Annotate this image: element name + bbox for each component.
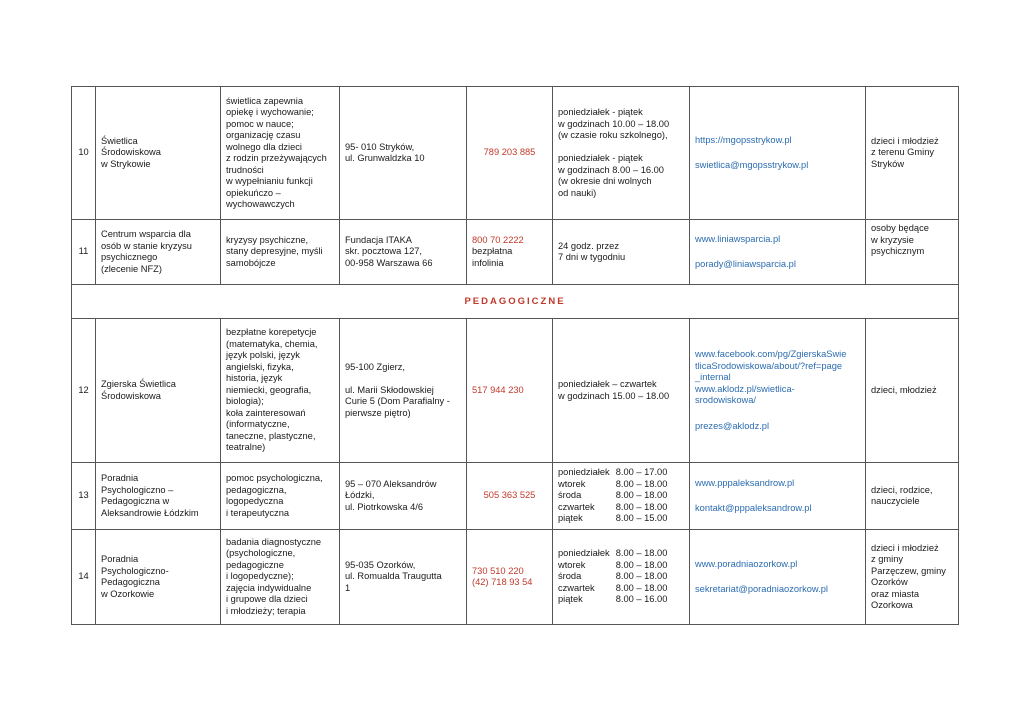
row-number: 11: [72, 220, 96, 285]
address: 95- 010 Stryków, ul. Grunwaldzka 10: [340, 87, 467, 220]
service-scope: badania diagnostyczne (psychologiczne, pedagogiczne i logopedyczne); zajęcia indywidualne i grupowe dla dzieci i młodzieży; terapia: [221, 530, 340, 625]
weekday: piątek: [558, 594, 583, 605]
website-link[interactable]: https://mgopsstrykow.pl: [695, 134, 792, 145]
hours-range: 8.00 – 18.00: [615, 559, 668, 570]
hours-range: 8.00 – 18.00: [615, 478, 668, 489]
email-link[interactable]: prezes@aklodz.pl: [695, 420, 770, 431]
hours-range: 8.00 – 18.00: [615, 571, 668, 582]
opening-hours: [553, 530, 690, 625]
table-row: [72, 220, 959, 285]
target-group: dzieci, młodzież: [866, 319, 959, 463]
target-group: dzieci i młodzież z gminy Parzęczew, gminy Ozorków oraz miasta Ozorkowa: [866, 530, 959, 625]
weekday: poniedziałek: [558, 548, 610, 559]
website-link[interactable]: www.poradniaozorkow.pl: [695, 558, 798, 569]
phone-note: bezpłatna infolinia: [472, 246, 513, 268]
address: 95-035 Ozorków, ul. Romualda Traugutta 1: [340, 530, 467, 625]
weekday: środa: [558, 490, 582, 501]
website-link[interactable]: www.facebook.com/pg/ZgierskaSwie tlicaSrodowiskowa/about/?ref=page _internal www.aklodz.pl/swietlica- srodowiskowa/: [695, 349, 847, 405]
table-row: [72, 530, 959, 625]
phone[interactable]: 730 510 220: [472, 565, 524, 576]
target-group: dzieci i młodzież z terenu Gminy Stryków: [866, 87, 959, 220]
phone[interactable]: 800 70 2222: [472, 234, 524, 245]
weekday: środa: [558, 571, 582, 582]
service-scope: kryzysy psychiczne, stany depresyjne, myśli samobójcze: [221, 220, 340, 285]
opening-hours: 24 godz. przez 7 dni w tygodniu: [553, 220, 690, 285]
contact-cell: [690, 87, 866, 220]
email-link[interactable]: porady@liniawsparcia.pl: [695, 259, 796, 269]
contact-cell: [690, 319, 866, 463]
phone-cell: [467, 220, 553, 285]
row-number: 14: [72, 530, 96, 625]
institution-name: Poradnia Psychologiczno – Pedagogiczna w Aleksandrowie Łódzkim: [96, 463, 221, 530]
hours-list: [558, 467, 684, 525]
address: Fundacja ITAKA skr. pocztowa 127, 00-958 Warszawa 66: [340, 220, 467, 285]
row-number: 13: [72, 463, 96, 530]
hours-range: 8.00 – 16.00: [615, 594, 668, 605]
service-scope: bezpłatne korepetycje (matematyka, chemia, język polski, język angielski, fizyka, historia, język niemiecki, geografia, biologia); koła zainteresowań (informatyczne, taneczne, plastyczne, teatralne): [221, 319, 340, 463]
contact-cell: [690, 530, 866, 625]
contact-cell: [690, 463, 866, 530]
phone[interactable]: 505 363 525: [467, 463, 553, 530]
opening-hours: poniedziałek – czwartek w godzinach 15.00 – 18.00: [553, 319, 690, 463]
contact-cell: [690, 220, 866, 285]
website-link[interactable]: www.pppaleksandrow.pl: [695, 477, 795, 488]
email-link[interactable]: swietlica@mgopsstrykow.pl: [695, 160, 809, 170]
opening-hours: poniedziałek - piątek w godzinach 10.00 – 18.00 (w czasie roku szkolnego), poniedziałek - piątek w godzinach 8.00 – 16.00 (w okresie dni wolnych od nauki): [553, 87, 690, 220]
hours-range: 8.00 – 18.00: [615, 490, 668, 501]
phone-secondary[interactable]: (42) 718 93 54: [472, 577, 533, 587]
institution-name: Poradnia Psychologiczno- Pedagogiczna w Ozorkowie: [96, 530, 221, 625]
weekday: czwartek: [558, 582, 595, 593]
institution-name: Świetlica Środowiskowa w Strykowie: [96, 87, 221, 220]
institution-name: Zgierska Świetlica Środowiskowa: [96, 319, 221, 463]
hours-range: 8.00 – 18.00: [615, 501, 668, 512]
address: 95 – 070 Aleksandrów Łódzki, ul. Piotrkowska 4/6: [340, 463, 467, 530]
website-link[interactable]: www.liniawsparcia.pl: [695, 233, 781, 244]
weekday: piątek: [558, 513, 583, 524]
table-row: [72, 87, 959, 220]
target-group: osoby będące w kryzysie psychicznym: [866, 220, 959, 285]
table-row: [72, 319, 959, 463]
hours-list: [558, 548, 684, 606]
hours-range: 8.00 – 18.00: [615, 582, 668, 593]
phone-cell: [467, 530, 553, 625]
hours-range: 8.00 – 15.00: [615, 513, 668, 524]
row-number: 10: [72, 87, 96, 220]
email-link[interactable]: kontakt@pppaleksandrow.pl: [695, 503, 812, 513]
hours-range: 8.00 – 17.00: [615, 467, 668, 478]
service-scope: pomoc psychologiczna, pedagogiczna, logopedyczna i terapeutyczna: [221, 463, 340, 530]
row-number: 12: [72, 319, 96, 463]
service-scope: świetlica zapewnia opiekę i wychowanie; pomoc w nauce; organizację czasu wolnego dla dzieci z rodzin przeżywających trudności w wypełnianiu funkcji opiekuńczo – wychowawczych: [221, 87, 340, 220]
hours-range: 8.00 – 18.00: [615, 548, 668, 559]
email-link[interactable]: sekretariat@poradniaozorkow.pl: [695, 584, 828, 594]
section-header-row: [72, 285, 959, 319]
table-row: [72, 463, 959, 530]
institution-name: Centrum wsparcia dla osób w stanie kryzysu psychicznego (zlecenie NFZ): [96, 220, 221, 285]
institutions-table: [71, 86, 959, 625]
phone[interactable]: 789 203 885: [467, 87, 553, 220]
weekday: wtorek: [558, 559, 586, 570]
target-group: dzieci, rodzice, nauczyciele: [866, 463, 959, 530]
weekday: czwartek: [558, 501, 595, 512]
opening-hours: [553, 463, 690, 530]
weekday: poniedziałek: [558, 467, 610, 478]
phone[interactable]: 517 944 230: [467, 319, 553, 463]
weekday: wtorek: [558, 478, 586, 489]
section-title: PEDAGOGICZNE: [72, 285, 959, 319]
address: 95-100 Zgierz, ul. Marii Skłodowskiej Curie 5 (Dom Parafialny - pierwsze piętro): [340, 319, 467, 463]
